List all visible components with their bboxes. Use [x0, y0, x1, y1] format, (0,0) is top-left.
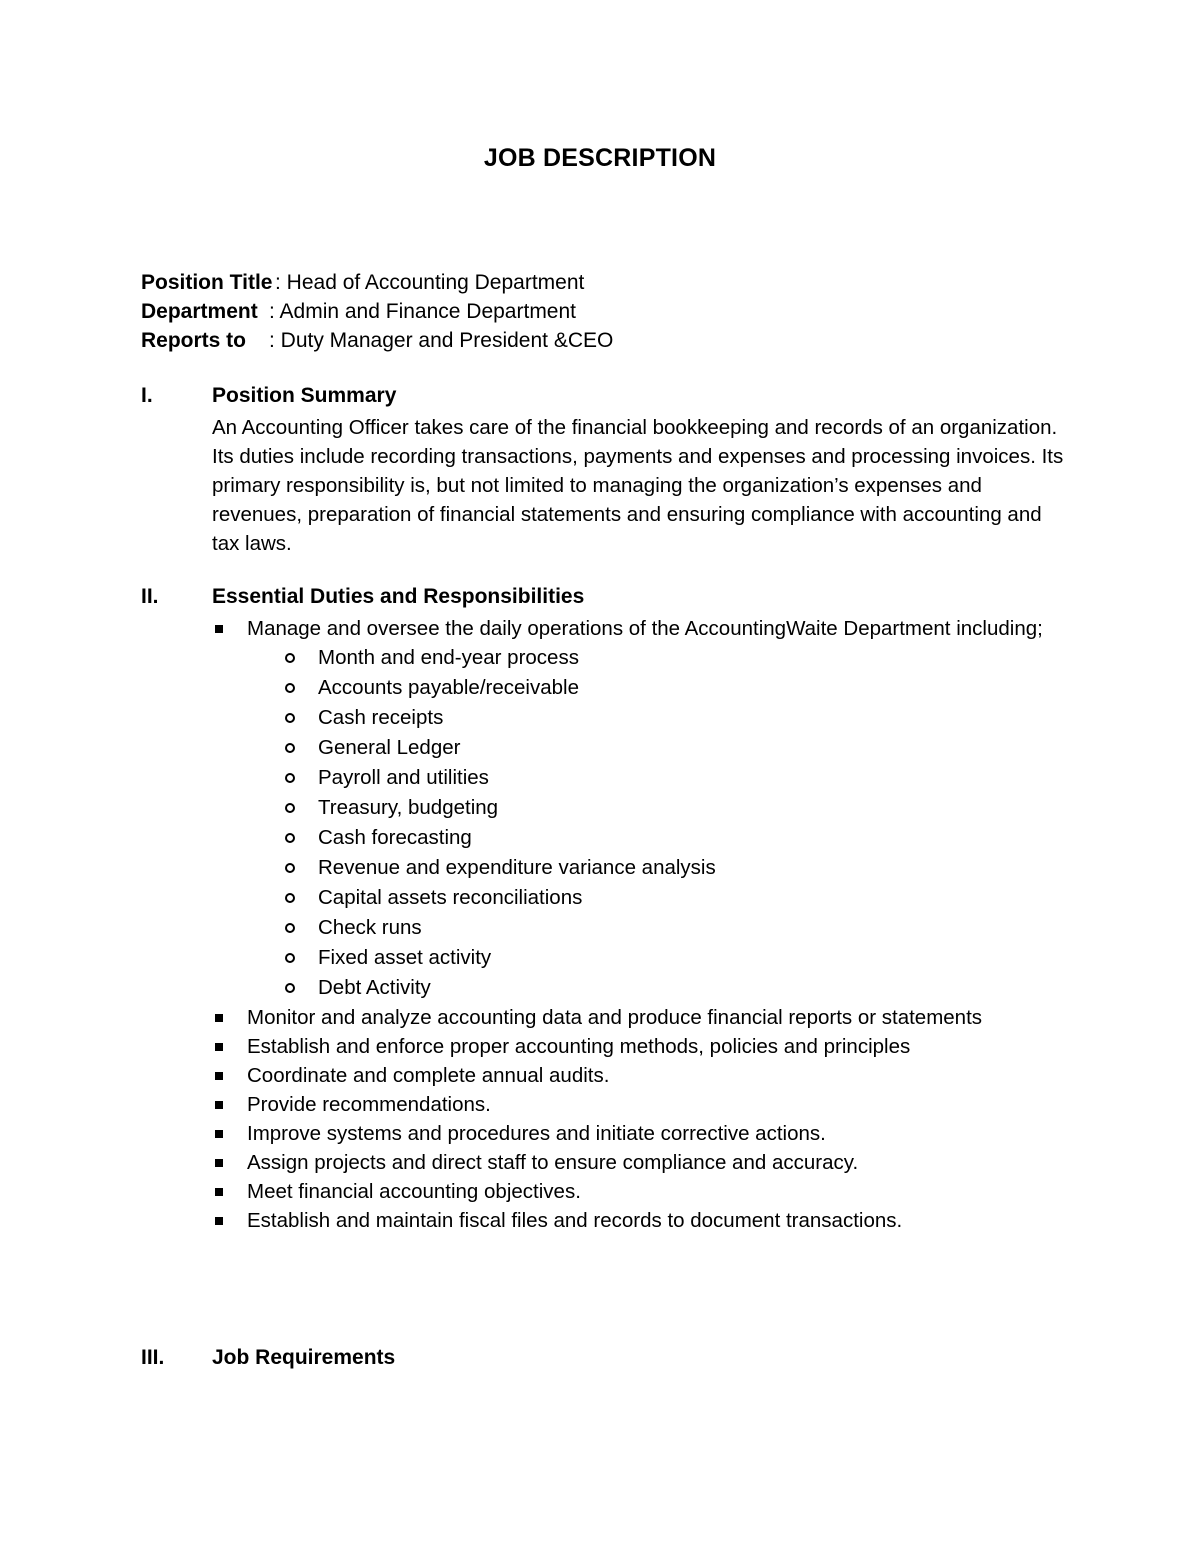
list-item — [282, 673, 1112, 703]
list-item-text: Provide recommendations. — [247, 1093, 491, 1116]
list-item — [282, 733, 1112, 763]
circle-bullet-icon — [285, 833, 295, 843]
square-bullet-icon — [215, 625, 223, 633]
duties-list — [212, 614, 1112, 1235]
list-item-text: Establish and enforce proper accounting methods, policies and principles — [247, 1035, 911, 1058]
position-summary-text: An Accounting Officer takes care of the financial bookkeeping and records of an organization. Its duties include recording transactions, payments and expenses and processing invoices. Its primary responsibility is, but not limited to managing the organization’s expenses and revenues, preparation of financial statements and ensuring compliance with accounting and tax laws. — [212, 416, 1064, 555]
position-title-label: Position Title — [141, 271, 273, 294]
circle-bullet-icon — [285, 743, 295, 753]
list-item-text: Payroll and utilities — [318, 766, 489, 789]
circle-bullet-icon — [285, 863, 295, 873]
list-item-text: Assign projects and direct staff to ensure compliance and accuracy. — [247, 1151, 859, 1174]
list-item — [282, 883, 1112, 913]
square-bullet-icon — [215, 1217, 223, 1225]
list-item — [282, 763, 1112, 793]
department-value: : Admin and Finance Department — [269, 300, 577, 323]
document-title: JOB DESCRIPTION — [483, 144, 717, 172]
list-item-text: Establish and maintain fiscal files and records to document transactions. — [247, 1209, 903, 1232]
list-item-text: Accounts payable/receivable — [318, 676, 579, 699]
position-title-value: : Head of Accounting Department — [275, 271, 585, 294]
square-bullet-icon — [215, 1072, 223, 1080]
list-item — [282, 643, 1112, 673]
square-bullet-icon — [215, 1159, 223, 1167]
circle-bullet-icon — [285, 803, 295, 813]
list-item — [212, 1119, 1112, 1148]
list-item — [282, 853, 1112, 883]
list-item-text: Month and end-year process — [318, 646, 579, 669]
list-item — [212, 1090, 1112, 1119]
reports-to-value: : Duty Manager and President &CEO — [269, 329, 614, 352]
list-item-text: Improve systems and procedures and initiate corrective actions. — [247, 1122, 826, 1145]
department-label: Department — [141, 300, 258, 323]
list-item-text: Revenue and expenditure variance analysis — [318, 856, 716, 879]
square-bullet-icon — [215, 1014, 223, 1022]
circle-bullet-icon — [285, 893, 295, 903]
square-bullet-icon — [215, 1130, 223, 1138]
list-item-text: Fixed asset activity — [318, 946, 492, 969]
reports-to-label: Reports to — [141, 329, 246, 352]
list-item — [212, 1032, 1112, 1061]
section-heading: Position Summary — [212, 384, 397, 407]
list-item-text: Cash forecasting — [318, 826, 472, 849]
square-bullet-icon — [215, 1101, 223, 1109]
square-bullet-icon — [215, 1188, 223, 1196]
circle-bullet-icon — [285, 773, 295, 783]
list-item-text: Debt Activity — [318, 976, 431, 999]
circle-bullet-icon — [285, 683, 295, 693]
job-meta — [141, 268, 613, 355]
duties-sub-list — [212, 643, 1112, 1003]
section-number: III. — [141, 1346, 165, 1369]
list-item — [212, 1206, 1112, 1235]
reports-to-row — [141, 326, 613, 355]
section-heading: Job Requirements — [212, 1346, 396, 1369]
circle-bullet-icon — [285, 953, 295, 963]
list-item-text: Cash receipts — [318, 706, 444, 729]
circle-bullet-icon — [285, 923, 295, 933]
list-item — [282, 703, 1112, 733]
section-number: I. — [141, 384, 153, 407]
list-item — [282, 913, 1112, 943]
list-item-text: Check runs — [318, 916, 422, 939]
list-item-text: Manage and oversee the daily operations of the AccountingWaite Department including; — [247, 617, 1043, 640]
list-item — [282, 823, 1112, 853]
circle-bullet-icon — [285, 983, 295, 993]
section-heading: Essential Duties and Responsibilities — [212, 585, 585, 608]
list-item — [212, 1061, 1112, 1090]
circle-bullet-icon — [285, 653, 295, 663]
list-item-text: General Ledger — [318, 736, 461, 759]
circle-bullet-icon — [285, 713, 295, 723]
list-item — [212, 1177, 1112, 1206]
list-item — [282, 943, 1112, 973]
list-item — [282, 793, 1112, 823]
list-item — [212, 1003, 1112, 1032]
position-title-row — [141, 268, 613, 297]
list-item-text: Capital assets reconciliations — [318, 886, 583, 909]
list-item-text: Meet financial accounting objectives. — [247, 1180, 581, 1203]
list-item — [282, 973, 1112, 1003]
department-row — [141, 297, 613, 326]
list-item — [212, 614, 1112, 643]
list-item-text: Coordinate and complete annual audits. — [247, 1064, 610, 1087]
section-number: II. — [141, 585, 159, 608]
square-bullet-icon — [215, 1043, 223, 1051]
list-item — [212, 1148, 1112, 1177]
list-item-text: Treasury, budgeting — [318, 796, 499, 819]
list-item-text: Monitor and analyze accounting data and produce financial reports or statements — [247, 1006, 983, 1029]
